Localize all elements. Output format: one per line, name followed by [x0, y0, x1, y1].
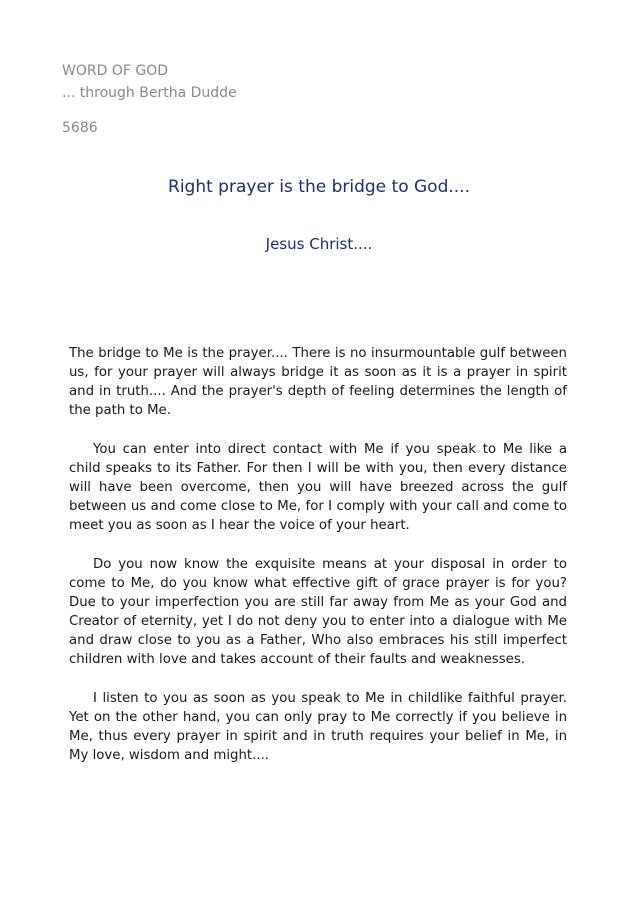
source-label: WORD OF GOD	[62, 63, 168, 79]
body-paragraph-3: Do you now know the exquisite means at your disposal in order to come to Me, do you know what effective gift of grace prayer is for you? Due to your imperfection you are still far away from Me as your God and Creator of eternity, yet I do not deny you to enter into a dialogue with Me and draw close to you as a Father, Who also embraces his still imperfect children with love and takes account of their faults and weaknesses.	[69, 557, 567, 667]
document-body	[69, 344, 567, 785]
document-number: 5686	[62, 120, 98, 136]
page-subtitle: Jesus Christ....	[265, 235, 373, 253]
page-title: Right prayer is the bridge to God....	[168, 177, 470, 197]
author-line: ... through Bertha Dudde	[62, 85, 237, 101]
body-paragraph-1: The bridge to Me is the prayer.... There is no insurmountable gulf between us, for your prayer will always bridge it as soon as it is a prayer in spirit and in truth.... And the prayer's depth of feeling determines the length of the path to Me.	[69, 346, 567, 418]
body-paragraph-4: I listen to you as soon as you speak to Me in childlike faithful prayer. Yet on the other hand, you can only pray to Me correctly if you believe in Me, thus every prayer in spirit and in truth requires your belief in Me, in My love, wisdom and might....	[69, 691, 567, 763]
body-paragraph-2: You can enter into direct contact with Me if you speak to Me like a child speaks to its Father. For then I will be with you, then every distance will have been overcome, then you will have breezed across the gulf between us and come close to Me, for I comply with your call and come to meet you as soon as I hear the voice of your heart.	[69, 442, 567, 533]
